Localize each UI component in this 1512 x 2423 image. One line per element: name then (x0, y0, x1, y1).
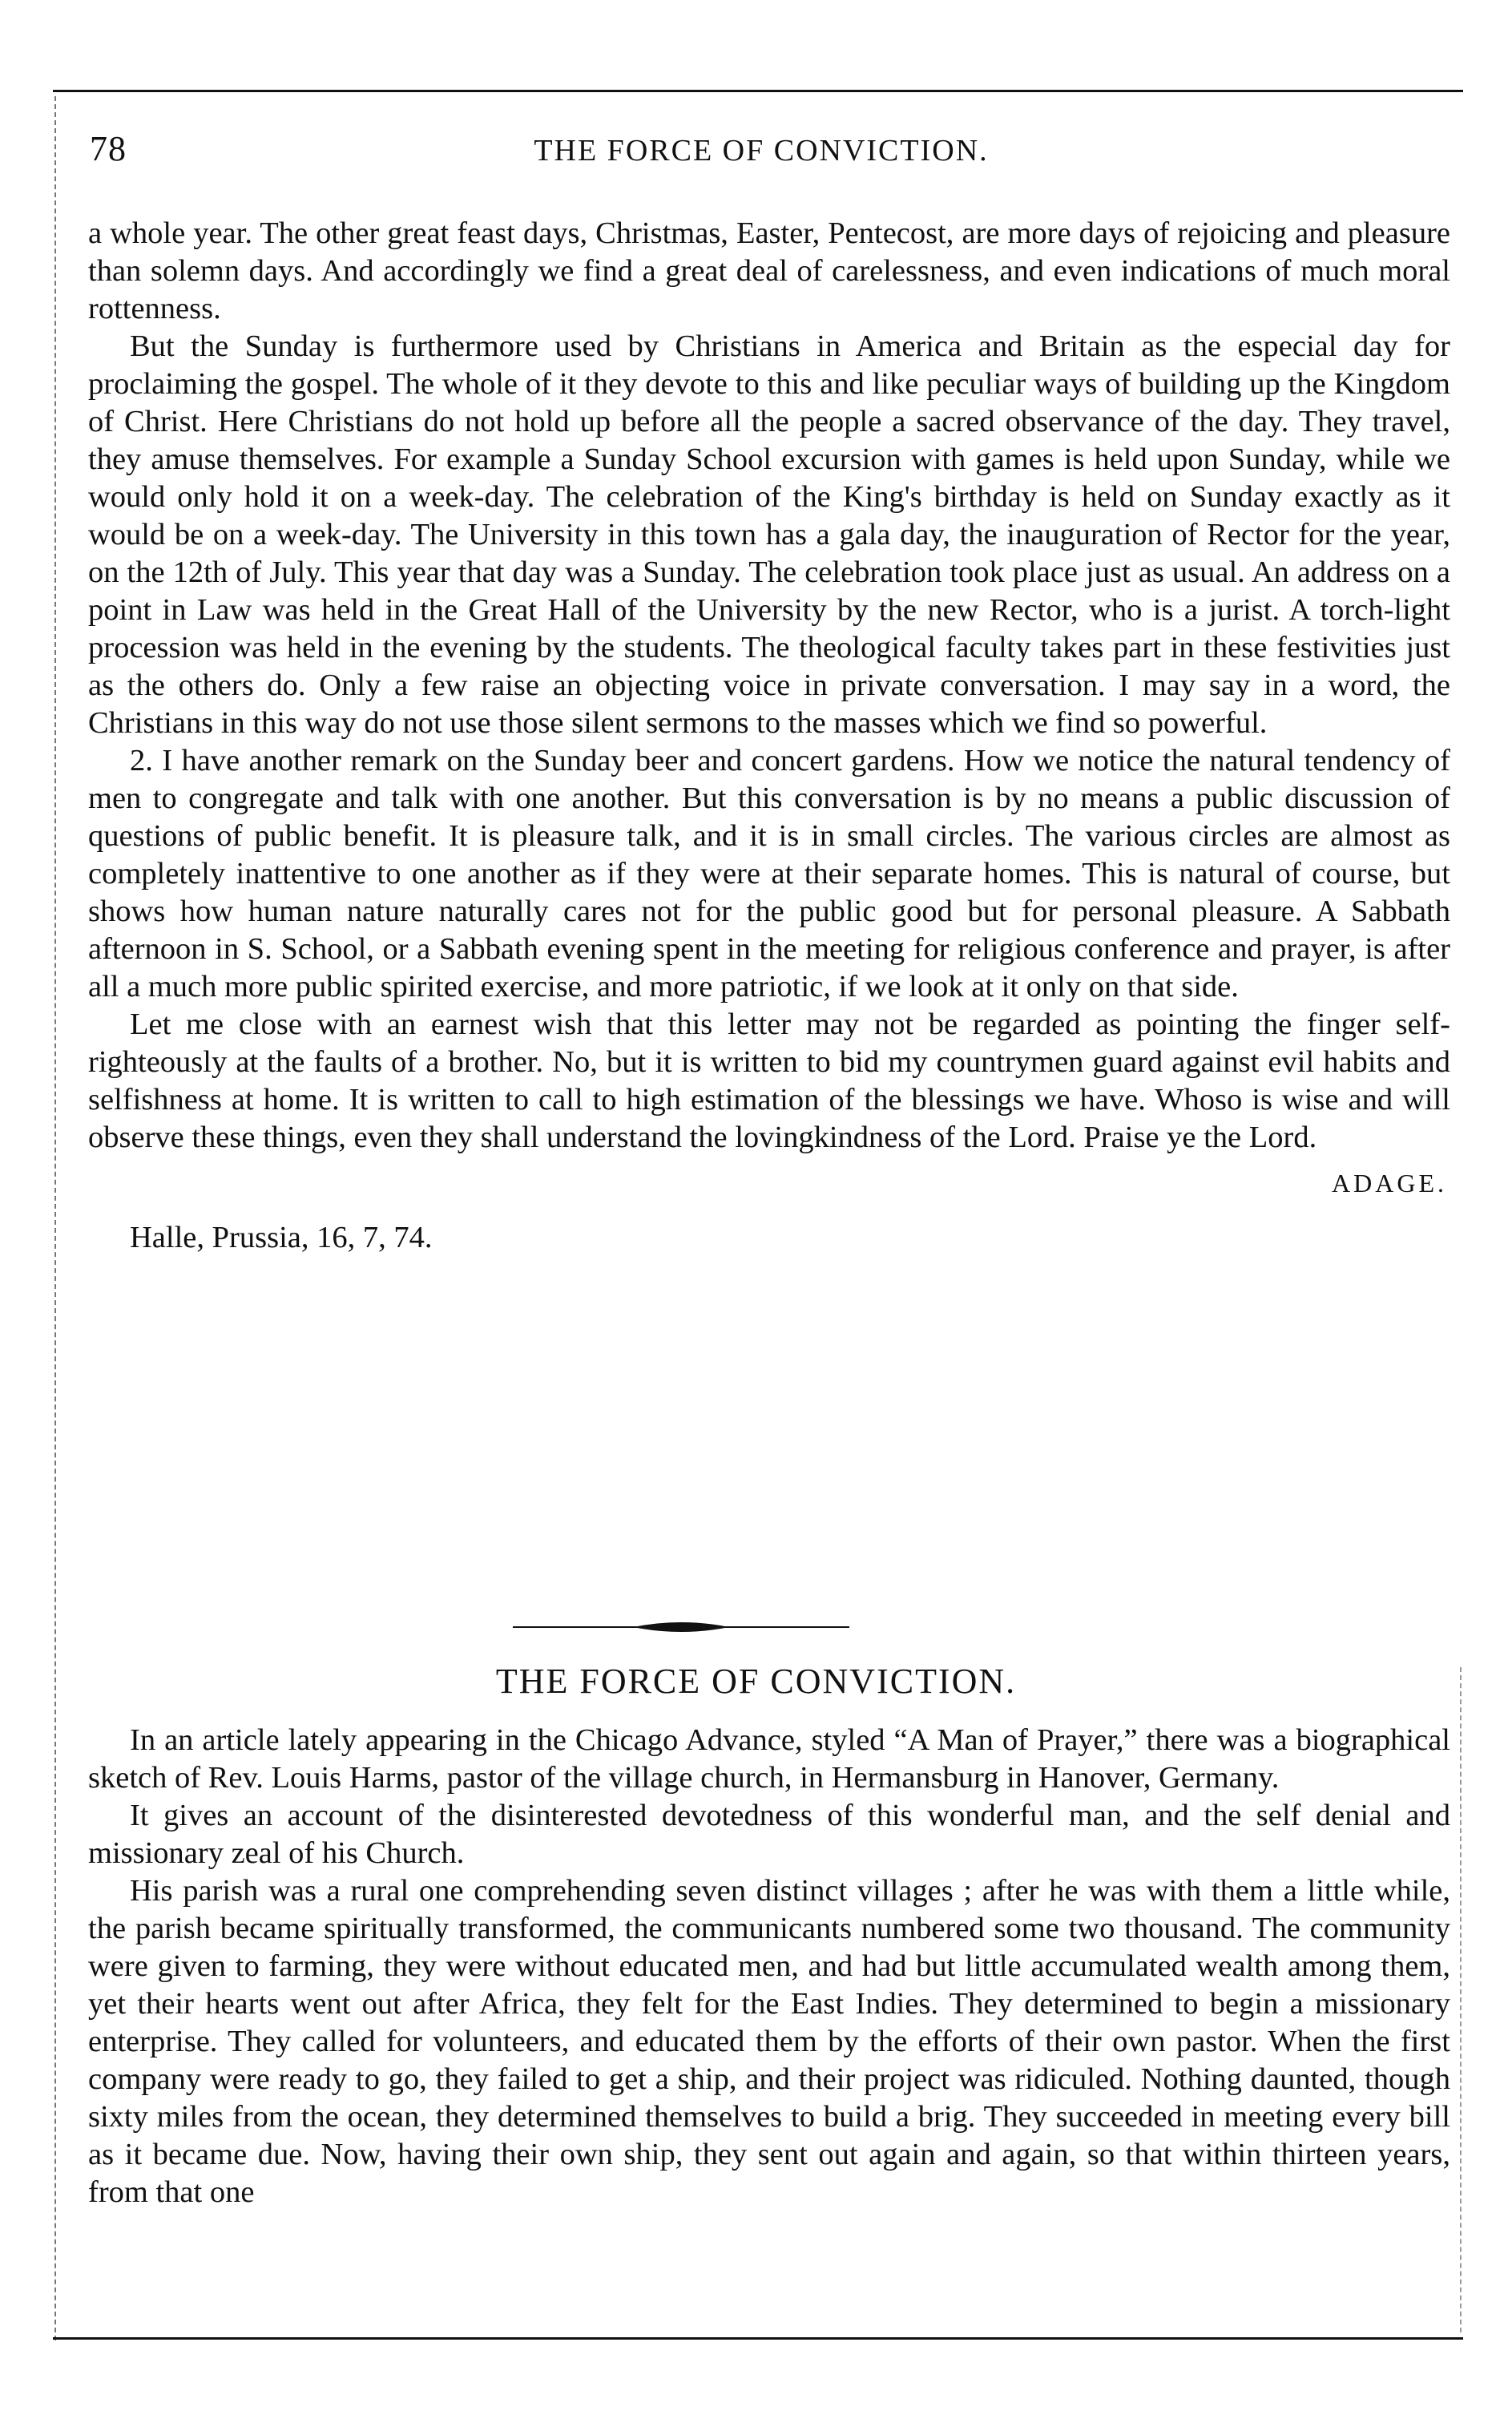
section-divider-ornament (513, 1617, 849, 1637)
letter-paragraph-1: a whole year. The other great feast days, Christmas, Easter, Pentecost, are more days of rejoicing and pleasure than solemn days. And accordingly we find a great deal of carelessness, and even indications of much moral rottenness. (88, 216, 1450, 325)
bottom-rule (53, 2337, 1463, 2340)
right-margin-rule (1460, 1667, 1462, 2332)
letter-body (88, 215, 1450, 1258)
article-body (88, 1722, 1450, 2211)
article-title: THE FORCE OF CONVICTION. (495, 1662, 1017, 1701)
page-header (80, 128, 1442, 176)
article-paragraph-3: His parish was a rural one comprehending seven distinct villages ; after he was with them a little while, the parish became spiritually transformed, the communicants numbered some two thousand. The community were given to farming, they were without educated men, and had but little accumulated wealth among them, yet their hearts went out after Africa, they felt for the East Indies. They determined to begin a missionary enterprise. They called for volunteers, and educated them by the efforts of their own pastor. When the first company were ready to go, they failed to get a ship, and their project was ridiculed. Nothing daunted, though sixty miles from the ocean, they determined themselves to build a brig. They succeeded in meeting every bill as it became due. Now, having their own ship, they sent out again and again, so that within thirteen years, from that one (88, 1874, 1450, 2209)
page-number: 78 (90, 129, 127, 168)
letter-signature: ADAGE. (1332, 1169, 1447, 1197)
letter-paragraph-2: But the Sunday is furthermore used by Christians in America and Britain as the especial day for proclaiming the gospel. The whole of it they devote to this and like peculiar ways of building up the Kingdom of Christ. Here Christians do not hold up before all the people a sacred observance of the day. They travel, they amuse themselves. For example a Sunday School excursion with games is held upon Sunday, while we would only hold it on a week-day. The celebration of the King's birthday is held on Sunday exactly as it would be on a week-day. The University in this town has a gala day, the inauguration of Rector for the year, on the 12th of July. This year that day was a Sunday. The celebration took place just as usual. An address on a point in Law was held in the Great Hall of the University by the new Rector, who is a jurist. A torch-light procession was held in the evening by the students. The theological faculty takes part in these festivities just as the others do. Only a few raise an objecting voice in private conversation. I may say in a word, the Christians in this way do not use those silent sermons to the masses which we find so powerful. (88, 329, 1450, 740)
letter-dateline: Halle, Prussia, 16, 7, 74. (130, 1221, 433, 1254)
article-paragraph-1: In an article lately appearing in the Chicago Advance, styled “A Man of Prayer,” there was a biographical sketch of Rev. Louis Harms, pastor of the village church, in Hermansburg in Hanover, Germany. (88, 1723, 1450, 1795)
article-paragraph-2: It gives an account of the disinterested devotedness of this wonderful man, and the self denial and missionary zeal of his Church. (88, 1799, 1450, 1870)
letter-paragraph-4: Let me close with an earnest wish that this letter may not be regarded as pointing the finger self-righteously at the faults of a brother. No, but it is written to bid my countrymen guard against evil habits and selfishness at home. It is written to call to high estimation of the blessings we have. Whoso is wise and will observe these things, even they shall understand the lovingkindness of the Lord. Praise ye the Lord. (88, 1008, 1450, 1154)
letter-paragraph-3: 2. I have another remark on the Sunday beer and concert gardens. How we notice the natural tendency of men to congregate and talk with one another. But this conversation is by no means a public discussion of questions of public benefit. It is pleasure talk, and it is in small circles. The various circles are almost as completely inattentive to one another as if they were at their separate homes. This is natural of course, but shows how human nature naturally cares not for the public good but for personal pleasure. A Sabbath afternoon in S. School, or a Sabbath evening spent in the meeting for religious conference and prayer, is after all a much more public spirited exercise, and more patriotic, if we look at it only on that side. (88, 744, 1450, 1004)
running-head: THE FORCE OF CONVICTION. (534, 134, 989, 168)
top-rule (53, 90, 1463, 92)
left-margin-rule (54, 96, 56, 2340)
